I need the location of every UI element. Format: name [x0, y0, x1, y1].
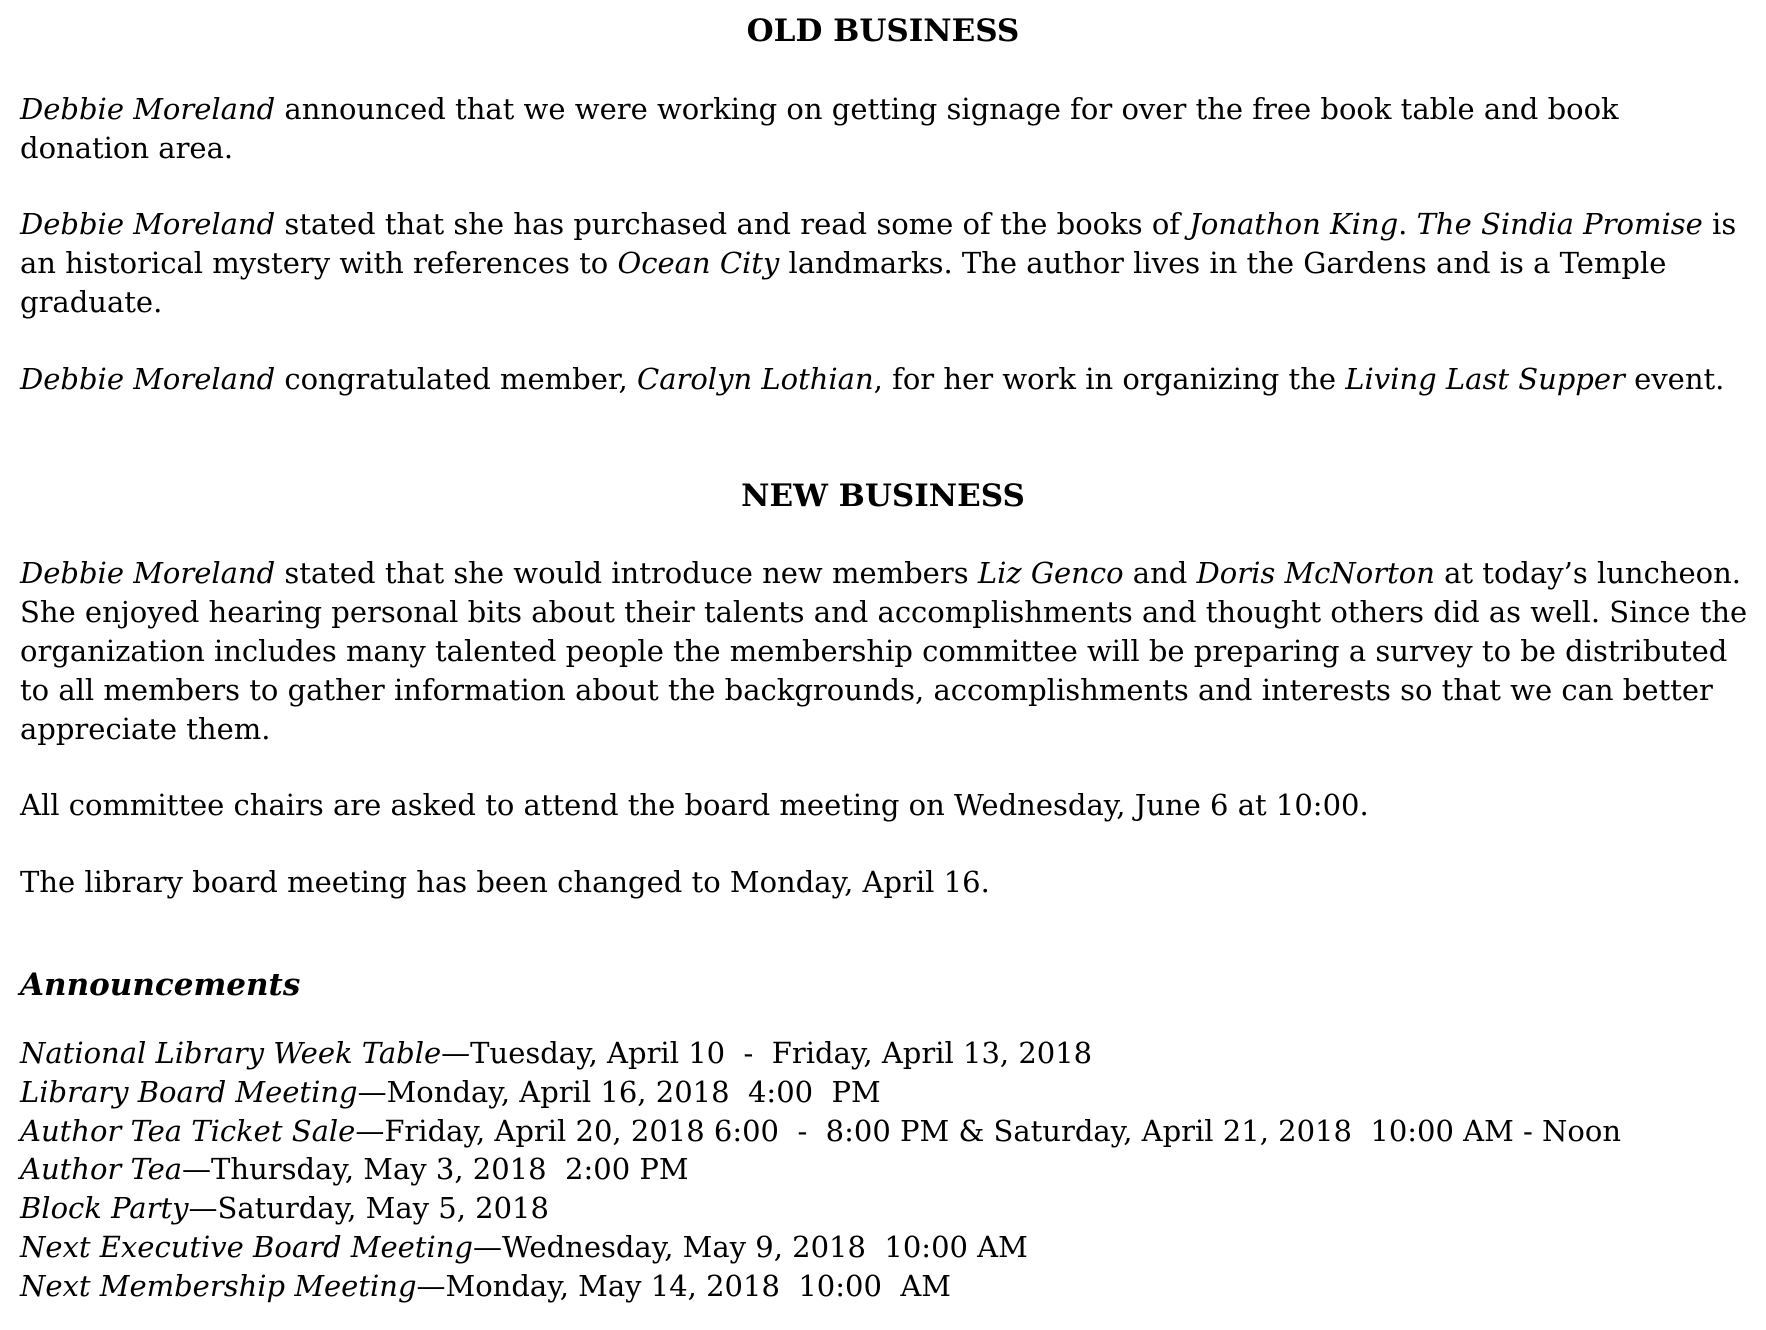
- text-segment: .: [1398, 207, 1417, 241]
- announcement-event: Author Tea: [20, 1152, 183, 1187]
- announcement-item: [20, 1112, 1760, 1151]
- announcement-event: Next Membership Meeting: [20, 1268, 417, 1303]
- announcement-item: [20, 1073, 1760, 1112]
- announcement-detail: —Friday, April 20, 2018 6:00 - 8:00 PM & Saturday, April 21, 2018 10:00 AM - Noon: [355, 1113, 1622, 1148]
- italic-name: Jonathon King: [1189, 207, 1399, 241]
- old-business-paragraph: [20, 90, 1755, 168]
- announcement-event: Library Board Meeting: [20, 1074, 358, 1109]
- old-business-paragraph: [20, 360, 1755, 399]
- text-segment: is an historical mystery with references to: [20, 207, 1737, 280]
- italic-name: Carolyn Lothian: [637, 362, 874, 396]
- announcement-item: [20, 1189, 1760, 1228]
- italic-name: Debbie Moreland: [20, 556, 276, 590]
- announcement-detail: —Wednesday, May 9, 2018 10:00 AM: [472, 1229, 1028, 1264]
- announcement-item: [20, 1228, 1760, 1267]
- old-business-heading: OLD BUSINESS: [746, 13, 1020, 49]
- italic-name: Living Last Supper: [1345, 362, 1625, 396]
- text-segment: stated that she has purchased and read some of the books of: [275, 207, 1190, 241]
- announcement-detail: —Monday, May 14, 2018 10:00 AM: [416, 1268, 951, 1303]
- announcement-event: Author Tea Ticket Sale: [20, 1113, 356, 1148]
- new-business-paragraph: [20, 786, 1755, 825]
- text-segment: and: [1123, 556, 1197, 590]
- announcements-heading: Announcements: [20, 967, 301, 1003]
- italic-name: Liz Genco: [977, 556, 1124, 590]
- text-segment: congratulated member,: [275, 362, 637, 396]
- text-segment: All committee chairs are asked to attend the board meeting on Wednesday, June 6 at 10:00.: [20, 788, 1369, 822]
- new-business-paragraph: [20, 554, 1755, 749]
- italic-name: Debbie Moreland: [20, 362, 276, 396]
- italic-name: Ocean City: [617, 246, 780, 280]
- italic-name: Debbie Moreland: [20, 207, 276, 241]
- italic-name: Doris McNorton: [1196, 556, 1435, 590]
- italic-name: Debbie Moreland: [20, 92, 276, 126]
- text-segment: stated that she would introduce new members: [275, 556, 978, 590]
- text-segment: announced that we were working on getting signage for over the free book table and book donation area.: [20, 92, 1619, 165]
- announcement-detail: —Saturday, May 5, 2018: [188, 1191, 549, 1226]
- new-business-heading: NEW BUSINESS: [741, 478, 1025, 514]
- text-segment: event.: [1624, 362, 1725, 396]
- announcements-list: [20, 1034, 1760, 1306]
- italic-name: The Sindia Promise: [1416, 207, 1703, 241]
- announcement-event: Block Party: [20, 1191, 189, 1226]
- text-segment: The library board meeting has been changed to Monday, April 16.: [20, 865, 990, 899]
- text-segment: at today’s luncheon. She enjoyed hearing personal bits about their talents and accomplishments and thought others did as well. Since the organization includes many talented people the membership committee will be preparing a survey to be distributed to all members to gather information about the backgrounds, accomplishments and interests so that we can better appreciate them.: [20, 556, 1748, 746]
- old-business-paragraph: [20, 205, 1755, 322]
- announcement-item: [20, 1150, 1760, 1189]
- announcement-detail: —Tuesday, April 10 - Friday, April 13, 2018: [441, 1036, 1093, 1070]
- text-segment: , for her work in organizing the: [873, 362, 1346, 396]
- announcement-event: Next Executive Board Meeting: [20, 1229, 473, 1264]
- announcement-detail: —Thursday, May 3, 2018 2:00 PM: [182, 1152, 689, 1187]
- new-business-paragraph: [20, 863, 1755, 902]
- announcement-event: National Library Week Table: [20, 1036, 442, 1070]
- announcement-item: [20, 1034, 1760, 1073]
- announcement-detail: —Monday, April 16, 2018 4:00 PM: [357, 1074, 881, 1109]
- announcement-item: [20, 1267, 1760, 1306]
- text-segment: landmarks. The author lives in the Gardens and is a Temple graduate.: [20, 246, 1667, 319]
